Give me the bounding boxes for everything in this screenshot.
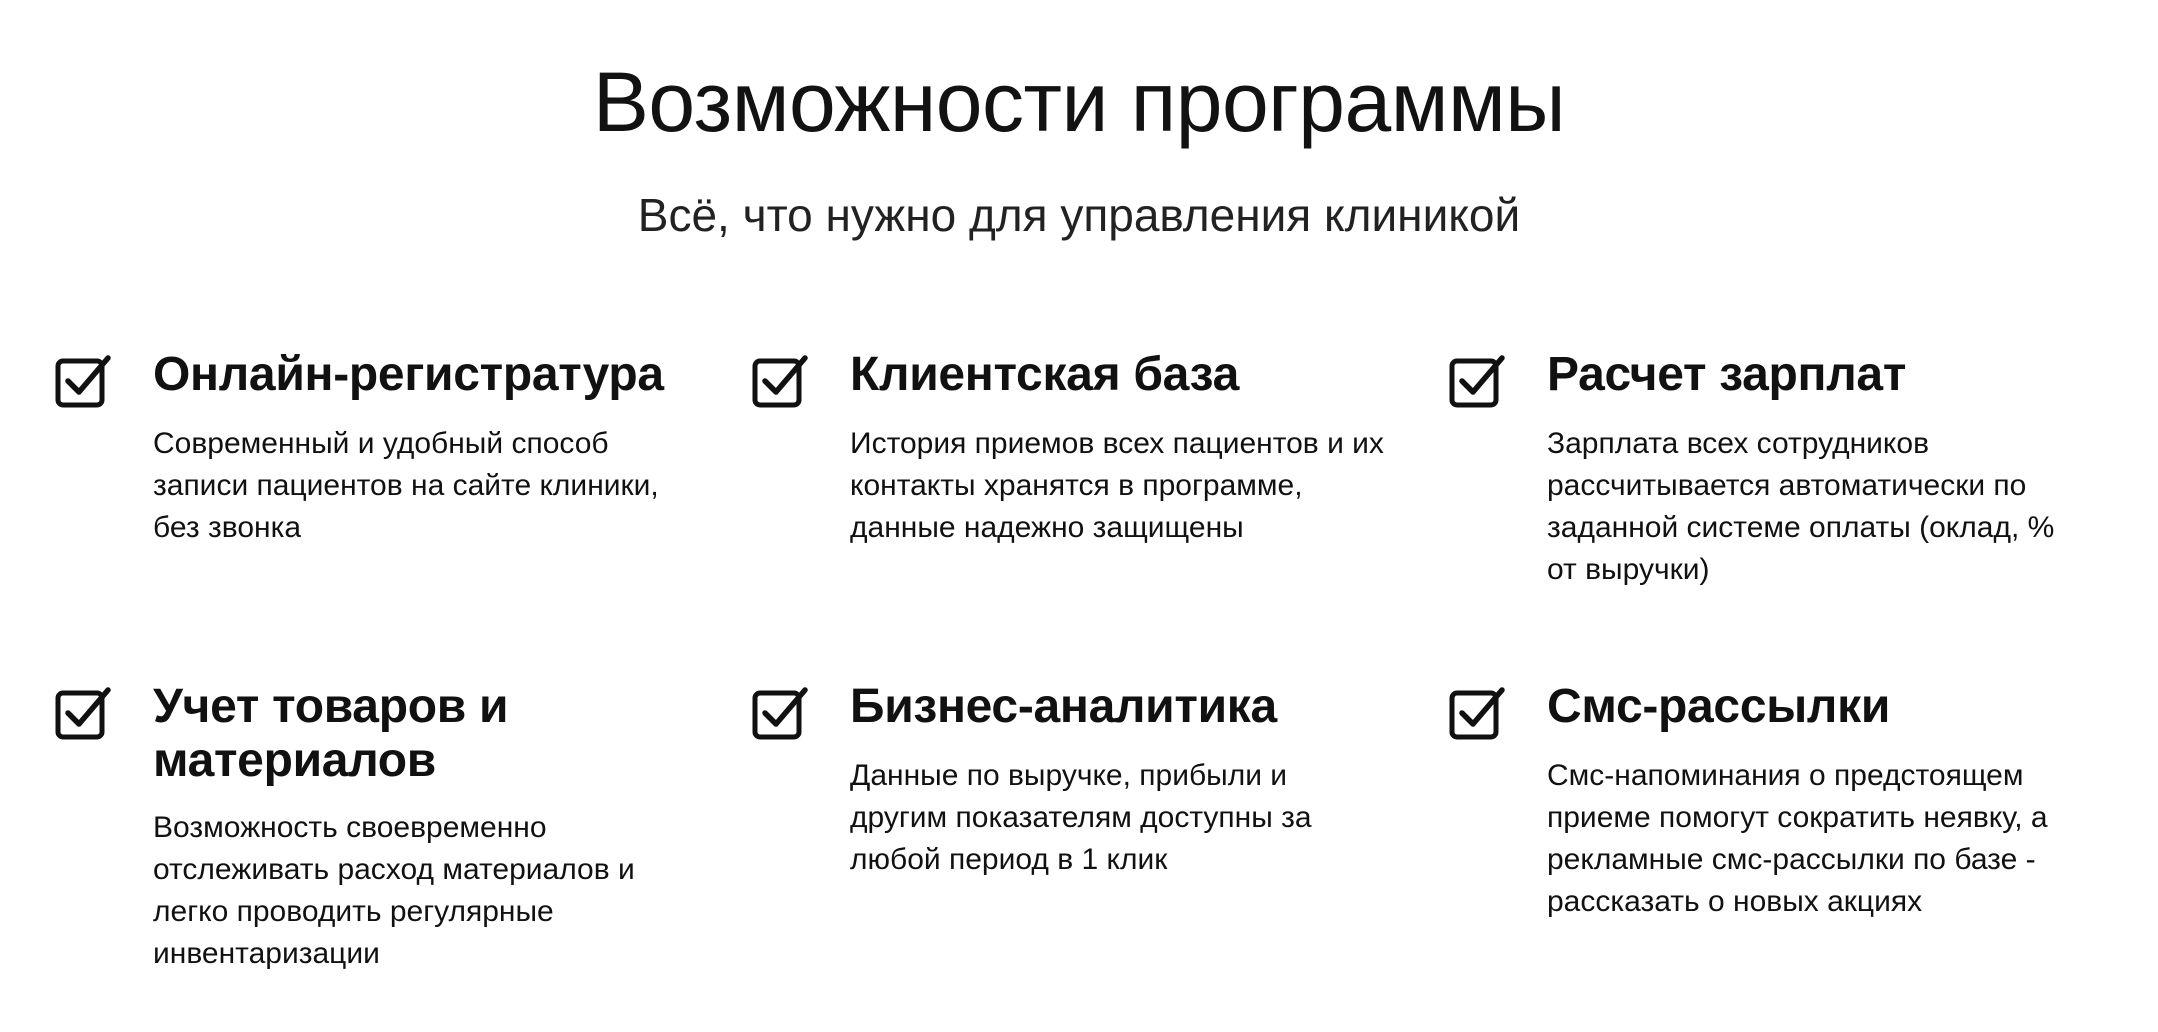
- checkbox-checked-icon: [752, 352, 810, 410]
- feature-description: Современный и удобный способ записи пациентов на сайте клиники, без звонка: [153, 427, 659, 544]
- checkbox-checked-icon: [752, 684, 810, 742]
- feature-title: Учет товаров и материалов: [153, 680, 509, 787]
- checkbox-checked-icon: [55, 352, 113, 410]
- checkbox-checked-icon: [1449, 684, 1507, 742]
- feature-description: Зарплата всех сотрудников рассчитывается автоматически по заданной системе оплаты (оклад, % от выручки): [1547, 427, 2055, 586]
- feature-title: Расчет зарплат: [1547, 348, 1907, 401]
- feature-title: Смс-рассылки: [1547, 680, 1891, 733]
- feature-description: История приемов всех пациентов и их контакты хранятся в программе, данные надежно защищены: [850, 427, 1384, 544]
- checkbox-checked-icon: [55, 684, 113, 742]
- feature-description: Смс-напоминания о предстоящем приеме помогут сократить неявку, а рекламные смс-рассылки по базе - рассказать о новых акциях: [1547, 759, 2048, 918]
- feature-title: Бизнес-аналитика: [850, 680, 1277, 733]
- feature-title: Онлайн-регистратура: [153, 348, 664, 401]
- page-title: Возможности программы: [592, 55, 1566, 149]
- checkbox-checked-icon: [1449, 352, 1507, 410]
- page-subtitle: Всё, что нужно для управления клиникой: [637, 189, 1521, 241]
- feature-description: Данные по выручке, прибыли и другим показателям доступны за любой период в 1 клик: [850, 759, 1312, 876]
- feature-title: Клиентская база: [850, 348, 1239, 401]
- feature-description: Возможность своевременно отслеживать расход материалов и легко проводить регулярные инвентаризации: [153, 811, 635, 970]
